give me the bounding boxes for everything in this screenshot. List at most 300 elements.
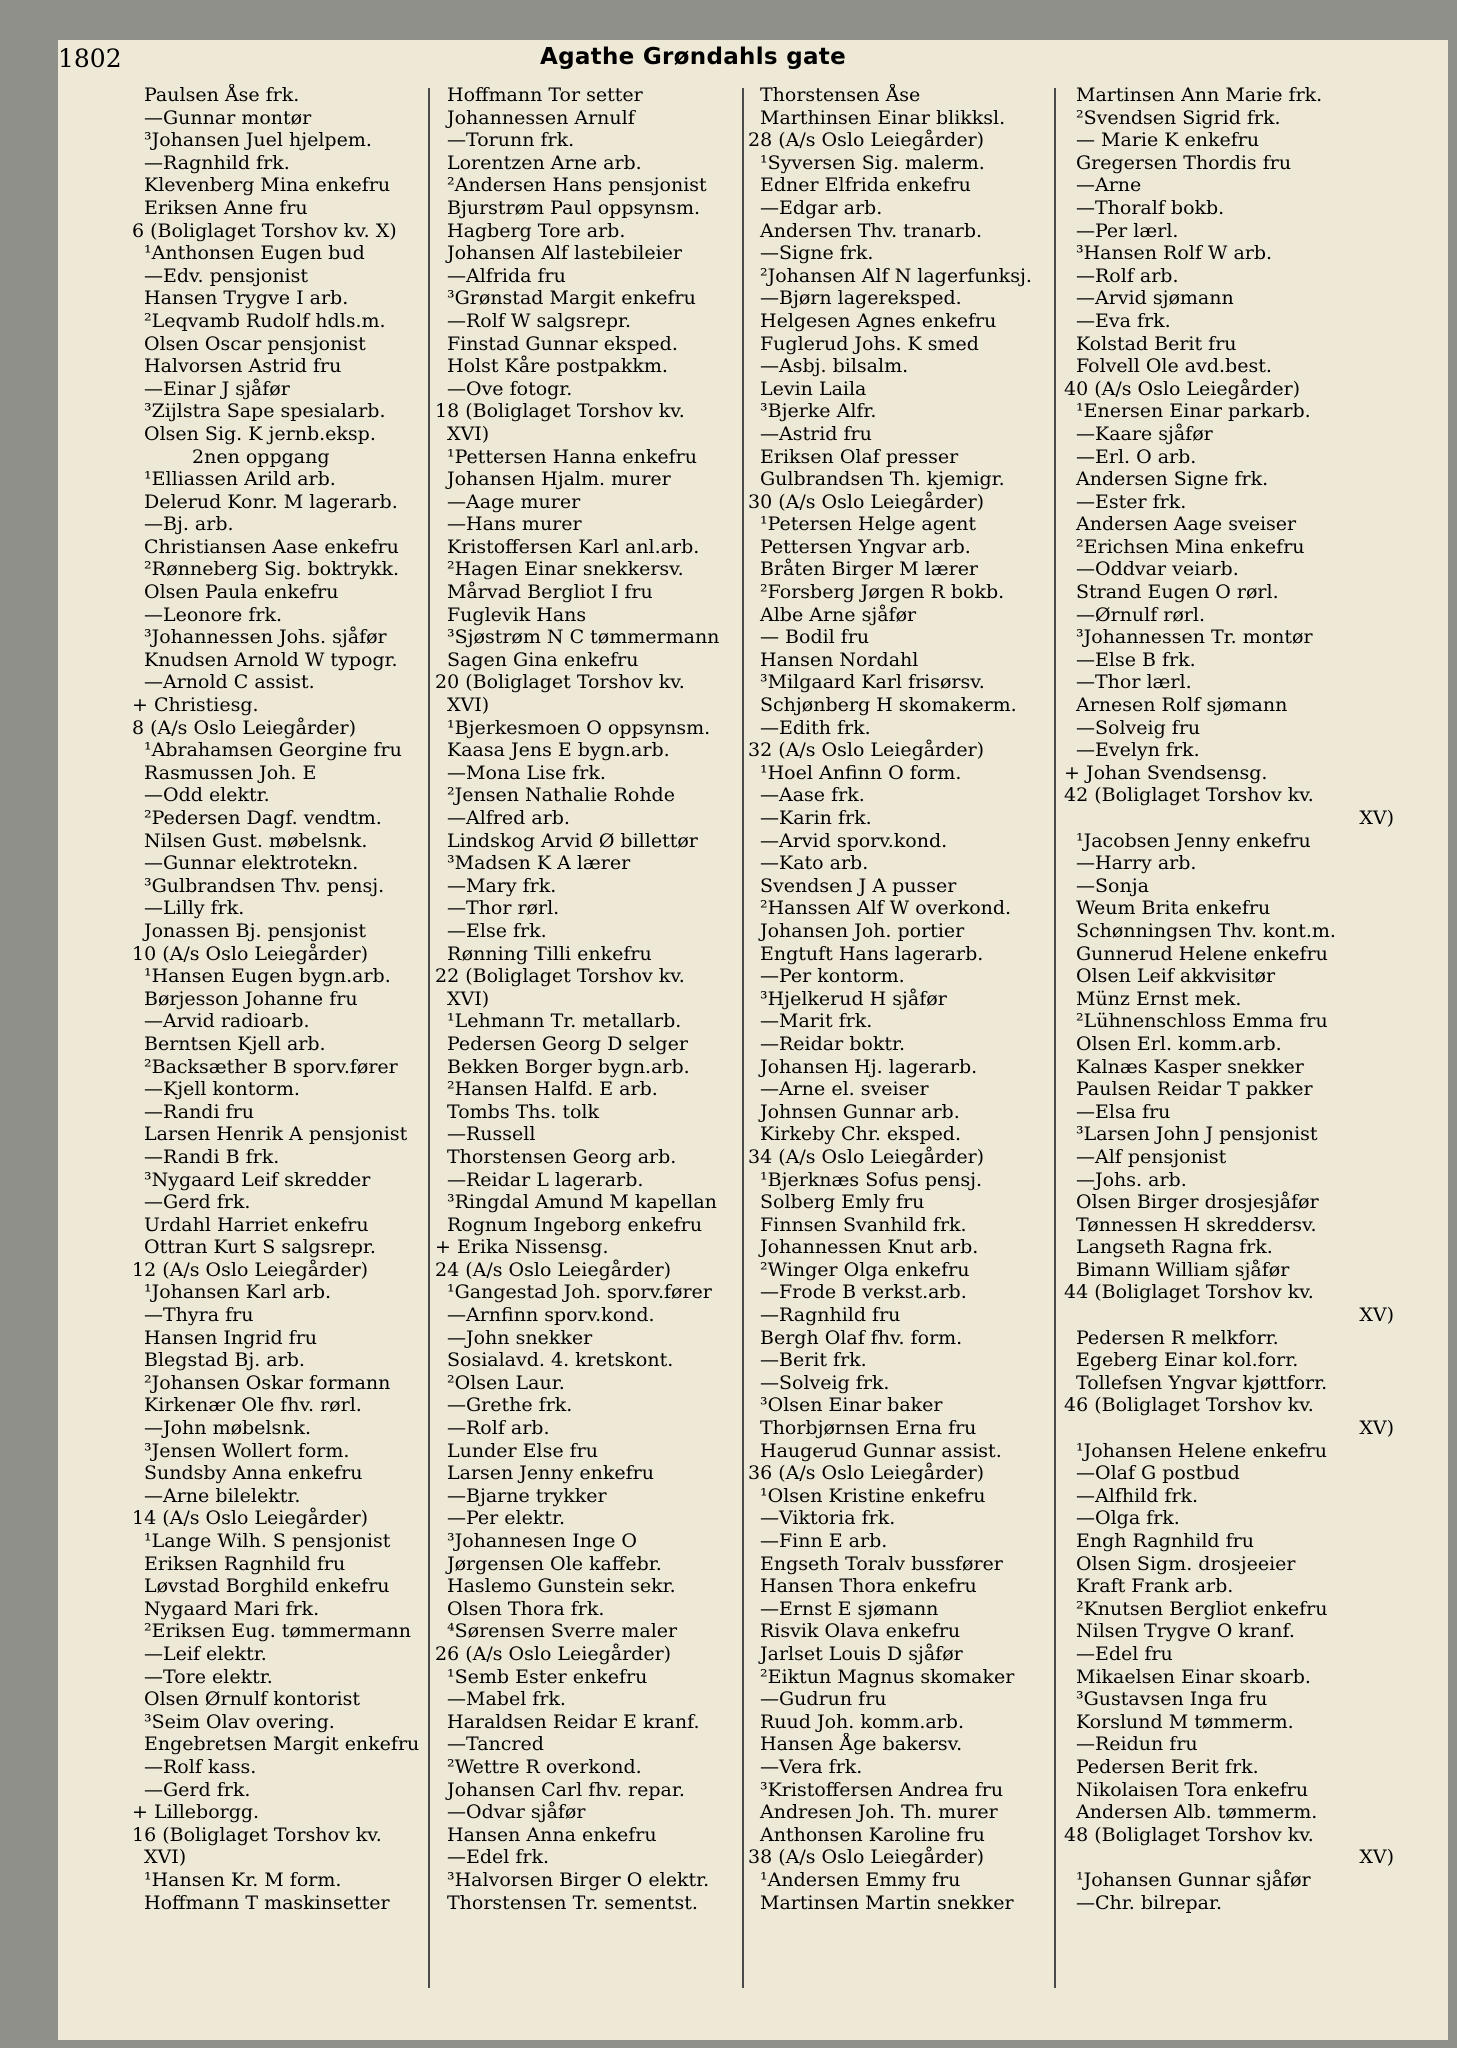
directory-entry: —Thor rørl. [447,897,560,920]
directory-entry: Hansen Nordahl [760,648,919,671]
directory-entry: Gunnerud Helene enkefru [1076,942,1328,965]
directory-entry: ³Gulbrandsen Thv. pensj. [144,874,385,897]
directory-entry: —Randi B frk. [144,1145,280,1168]
directory-entry: ²Leqvamb Rudolf hdls.m. [144,309,386,332]
directory-entry: ²Forsberg Jørgen R bokb. [760,581,1005,604]
directory-entry: Andresen Joh. Th. murer [760,1801,998,1824]
directory-entry: —Olga frk. [1076,1507,1180,1530]
directory-entry: —Kjell kontorm. [144,1078,300,1101]
directory-entry: ¹Semb Ester enkefru [447,1665,648,1688]
directory-entry: —Oddvar veiarb. [1076,558,1239,581]
directory-entry: —Viktoria frk. [760,1507,896,1530]
directory-entry: Johansen Alf lastebileier [447,242,682,265]
directory-entry: Olsen Thora frk. [447,1597,605,1620]
directory-entry: —Edith frk. [760,716,871,739]
directory-column-2 [435,84,739,1914]
directory-entry: —Thyra fru [144,1304,254,1327]
directory-entry: Nygaard Mari frk. [144,1597,320,1620]
directory-entry: —Chr. bilrepar. [1076,1891,1223,1914]
directory-entry: Knudsen Arnold W typogr. [144,648,398,671]
directory-entry: Folvell Ole avd.best. [1076,355,1272,378]
directory-entry: —Thoralf bokb. [1076,196,1225,219]
directory-entry: Johansen Hjalm. murer [447,468,671,491]
directory-entry: Paulsen Åse frk. [144,84,300,106]
directory-entry: —Mona Lise frk. [447,761,606,784]
directory-entry: —Harry arb. [1076,852,1197,875]
directory-entry: ¹Hansen Eugen bygn.arb. [144,965,391,988]
directory-entry: ²Wettre R overkond. [447,1755,642,1778]
directory-entry: —Arnold C assist. [144,671,315,694]
directory-entry: Johansen Joh. portier [760,919,965,942]
directory-entry: Strand Eugen O rørl. [1076,581,1279,604]
directory-entry: —Mabel frk. [447,1688,566,1711]
directory-entry: Engh Ragnhild fru [1076,1530,1254,1552]
directory-entry: Haugerud Gunnar assist. [760,1439,1002,1462]
directory-entry: ¹Elliassen Arild arb. [144,468,336,491]
page-title: Agathe Grøndahls gate [540,44,846,70]
directory-entry: 8 (A/s Oslo Leiegårder) [132,716,356,739]
directory-entry: ²Svendsen Sigrid frk. [1076,106,1281,129]
directory-entry: ³Johannesen Inge O [447,1530,637,1552]
directory-entry: ³Larsen John J pensjonist [1076,1123,1318,1146]
directory-entry: Johansen Carl fhv. repar. [447,1778,685,1801]
directory-entry: ²Hansen Halfd. E arb. [447,1078,658,1101]
directory-entry: Thorstensen Georg arb. [447,1145,677,1168]
directory-entry: 14 (A/s Oslo Leiegårder) [132,1507,369,1530]
directory-entry: Risvik Olava enkefru [760,1620,961,1643]
directory-entry: Lindskog Arvid Ø billettør [447,829,698,852]
directory-entry: XV) [1359,1846,1394,1869]
directory-entry: Mårvad Bergliot I fru [447,581,653,604]
directory-entry: Andersen Thv. tranarb. [760,219,983,242]
directory-entry: —Finn E arb. [760,1530,888,1552]
directory-entry: Kristoffersen Karl anl.arb. [447,535,700,558]
directory-entry: ³Kristoffersen Andrea fru [760,1778,1004,1801]
directory-column-1 [132,84,424,1914]
directory-entry: Olsen Ørnulf kontorist [144,1688,361,1711]
directory-entry: ¹Jacobsen Jenny enkefru [1076,829,1311,852]
directory-entry: Haslemo Gunstein sekr. [447,1575,676,1598]
directory-entry: ¹Anthonsen Eugen bud [144,242,365,265]
directory-entry: Sosialavd. 4. kretskont. [447,1349,674,1372]
directory-entry: Eriksen Anne fru [144,196,308,219]
directory-entry: —Sonja [1076,874,1149,897]
directory-entry: Kraft Frank arb. [1076,1575,1234,1598]
directory-entry: 24 (A/s Oslo Leiegårder) [435,1258,672,1281]
directory-entry: ³Seim Olav overing. [144,1710,335,1733]
directory-entry: —Arnfinn sporv.kond. [447,1304,655,1327]
directory-entry: ¹Johansen Helene enkefru [1076,1439,1327,1462]
directory-entry: —Ester frk. [1076,490,1187,513]
directory-entry: ³Grønstad Margit enkefru [447,287,696,310]
directory-entry: XV) [1359,1304,1394,1327]
directory-entry: Pedersen Berit frk. [1076,1755,1259,1778]
directory-entry: —Odd elektr. [144,784,270,807]
directory-entry: + Johan Svendsensg. [1064,761,1268,784]
directory-entry: ³Johansen Juel hjelpem. [144,129,372,152]
directory-entry: Larsen Henrik A pensjonist [144,1123,408,1146]
directory-entry: Korslund M tømmerm. [1076,1710,1294,1733]
directory-entry: —Edv. pensjonist [144,264,309,287]
directory-entry: ²Pedersen Dagf. vendtm. [144,807,382,829]
directory-entry: 42 (Boliglaget Torshov kv. [1064,784,1314,807]
directory-entry: —Odvar sjåfør [447,1801,586,1824]
directory-entry: Klevenberg Mina enkefru [144,174,391,197]
directory-entry: ³Madsen K A lærer [447,852,631,875]
directory-entry: XVI) [447,694,490,717]
directory-entry: —Solveig frk. [760,1371,890,1394]
directory-entry: —John møbelsnk. [144,1417,312,1440]
directory-entry: Andersen Aage sveiser [1076,513,1297,536]
directory-entry: ¹Hoel Anfinn O form. [760,761,962,784]
directory-entry: —Alfrida fru [447,264,566,287]
directory-entry: —Eva frk. [1076,309,1171,332]
directory-entry: —Alfhild frk. [1076,1484,1199,1507]
directory-entry: Hoffmann Tor setter [447,84,643,106]
directory-entry: 34 (A/s Oslo Leiegårder) [748,1145,985,1168]
directory-entry: ²Hagen Einar snekkersv. [447,558,684,581]
directory-entry: Hagberg Tore arb. [447,219,626,242]
directory-entry: ³Sjøstrøm N C tømmermann [447,626,720,649]
directory-entry: Sundsby Anna enkefru [144,1462,363,1485]
directory-entry: —Bjarne trykker [447,1484,607,1507]
directory-entry: —Ernst E sjømann [760,1597,939,1620]
directory-entry: Schjønberg H skomakerm. [760,694,1017,717]
directory-entry: Edner Elfrida enkefru [760,174,971,197]
directory-entry: —Frode B verkst.arb. [760,1281,967,1304]
directory-entry: —Leif elektr. [144,1642,267,1665]
directory-entry: Tombs Ths. tolk [447,1100,600,1123]
directory-entry: XV) [1359,807,1394,829]
directory-entry: ¹Enersen Einar parkarb. [1076,400,1311,423]
directory-entry: ¹Lehmann Tr. metallarb. [447,1010,682,1033]
directory-entry: Lorentzen Arne arb. [447,151,642,174]
directory-entry: Rasmussen Joh. E [144,761,317,784]
directory-entry: —Ragnhild fru [760,1304,901,1327]
directory-entry: 26 (A/s Oslo Leiegårder) [435,1642,672,1665]
directory-entry: —Hans murer [447,513,582,536]
directory-entry: ¹Olsen Kristine enkefru [760,1484,986,1507]
directory-entry: Finstad Gunnar eksped. [447,332,678,355]
directory-column-4 [1064,84,1394,1914]
directory-entry: — Bodil fru [760,626,870,649]
directory-entry: —Gunnar montør [144,106,312,129]
directory-entry: ¹Hansen Kr. M form. [144,1868,342,1891]
directory-entry: ³Nygaard Leif skredder [144,1168,371,1191]
directory-entry: Mikaelsen Einar skoarb. [1076,1665,1311,1688]
directory-entry: Olsen Erl. komm.arb. [1076,1032,1282,1055]
directory-entry: Helgesen Agnes enkefru [760,309,997,332]
directory-entry: ¹Lange Wilh. S pensjonist [144,1530,391,1552]
directory-entry: Arnesen Rolf sjømann [1076,694,1288,717]
directory-entry: Hansen Trygve I arb. [144,287,349,310]
directory-entry: ³Hansen Rolf W arb. [1076,242,1273,265]
directory-entry: Olsen Sig. K jernb.eksp. [144,422,376,445]
column-divider [428,88,430,1988]
directory-entry: Blegstad Bj. arb. [144,1349,305,1372]
directory-entry: 2nen oppgang [192,445,330,468]
directory-entry: Paulsen Reidar T pakker [1076,1078,1313,1101]
directory-entry: ¹Andersen Emmy fru [760,1868,961,1891]
directory-entry: —Gerd frk. [144,1191,251,1214]
directory-entry: Levin Laila [760,377,867,400]
directory-entry: ³Gustavsen Inga fru [1076,1688,1268,1711]
directory-entry: 44 (Boliglaget Torshov kv. [1064,1281,1314,1304]
directory-entry: —Arvid sporv.kond. [760,829,948,852]
directory-entry: ³Halvorsen Birger O elektr. [447,1868,710,1891]
directory-entry: ³Johannessen Tr. montør [1076,626,1313,649]
directory-entry: Egeberg Einar kol.forr. [1076,1349,1299,1372]
directory-entry: —Gunnar elektrotekn. [144,852,359,875]
directory-entry: Bimann William sjåfør [1076,1258,1290,1281]
directory-entry: Jørgensen Ole kaffebr. [447,1552,662,1575]
directory-entry: XV) [1359,1417,1394,1440]
directory-entry: Andersen Signe frk. [1076,468,1269,491]
directory-entry: —Kato arb. [760,852,869,875]
directory-entry: Martinsen Martin snekker [760,1891,1014,1914]
directory-entry: —Rolf W salgsrepr. [447,309,632,332]
directory-entry: —Edel fru [1076,1642,1173,1665]
directory-entry: —Grethe frk. [447,1394,573,1417]
directory-entry: Eriksen Ragnhild fru [144,1552,346,1575]
directory-entry: —Aase frk. [760,784,865,807]
directory-entry: Lunder Else fru [447,1439,598,1462]
directory-entry: —Else B frk. [1076,648,1196,671]
directory-entry: Bjurstrøm Paul oppsynsm. [447,196,701,219]
directory-entry: Delerud Konr. M lagerarb. [144,490,398,513]
directory-entry: Hansen Ingrid fru [144,1326,318,1349]
directory-entry: Kalnæs Kasper snekker [1076,1055,1304,1078]
directory-entry: ²Lühnenschloss Emma fru [1076,1010,1328,1033]
column-divider [742,88,744,1988]
directory-entry: 38 (A/s Oslo Leiegårder) [748,1846,985,1869]
directory-entry: —Reidun fru [1076,1733,1198,1756]
directory-entry: Eriksen Olaf presser [760,445,959,468]
directory-entry: Hansen Åge bakersv. [760,1733,963,1756]
directory-entry: ²Eriksen Eug. tømmermann [144,1620,412,1643]
directory-entry: ²Backsæther B sporv.fører [144,1055,398,1078]
directory-entry: Ottran Kurt S salgsrepr. [144,1236,376,1259]
directory-entry: Olsen Oscar pensjonist [144,332,366,355]
directory-entry: Pedersen R melkforr. [1076,1326,1279,1349]
directory-entry: —Reidar L lagerarb. [447,1168,644,1191]
directory-entry: Urdahl Harriet enkefru [144,1213,369,1236]
directory-entry: —Reidar boktr. [760,1032,906,1055]
directory-entry: —Per lærl. [1076,219,1179,242]
directory-entry: ⁴Sørensen Sverre maler [447,1620,678,1643]
directory-entry: —Tore elektr. [144,1665,273,1688]
directory-entry: ¹Bjerknæs Sofus pensj. [760,1168,983,1191]
directory-entry: ³Hjelkerud H sjåfør [760,987,947,1010]
directory-entry: ¹Bjerkesmoen O oppsynsm. [447,716,711,739]
directory-entry: —Signe frk. [760,242,874,265]
directory-entry: —Bjørn lagereksped. [760,287,962,310]
directory-entry: —Thor lærl. [1076,671,1192,694]
directory-entry: 36 (A/s Oslo Leiegårder) [748,1462,985,1485]
directory-entry: Marthinsen Einar blikksl. [760,106,1006,129]
directory-entry: 32 (A/s Oslo Leiegårder) [748,739,985,762]
directory-entry: —Torunn frk. [447,129,575,152]
directory-entry: Engebretsen Margit enkefru [144,1733,420,1756]
directory-entry: —Solveig fru [1076,716,1201,739]
directory-entry: XVI) [144,1846,187,1869]
directory-entry: Johannessen Knut arb. [760,1236,979,1259]
directory-entry: 10 (A/s Oslo Leiegårder) [132,942,369,965]
directory-entry: —Ragnhild frk. [144,151,290,174]
directory-entry: Schønningsen Thv. kont.m. [1076,919,1336,942]
directory-entry: —Asbj. bilsalm. [760,355,909,378]
directory-entry: —Olaf G postbud [1076,1462,1240,1485]
directory-entry: —Per elektr. [447,1507,566,1530]
directory-entry: 20 (Boliglaget Torshov kv. [435,671,685,694]
directory-entry: Münz Ernst mek. [1076,987,1242,1010]
directory-entry: ¹Petersen Helge agent [760,513,976,536]
directory-entry: Børjesson Johanne fru [144,987,358,1010]
directory-entry: Engtuft Hans lagerarb. [760,942,984,965]
directory-entry: Jarlset Louis D sjåfør [760,1642,963,1665]
directory-entry: Løvstad Borghild enkefru [144,1575,390,1598]
directory-entry: ²Hanssen Alf W overkond. [760,897,1012,920]
directory-entry: Fuglevik Hans [447,603,587,626]
directory-entry: —Arvid sjømann [1076,287,1234,310]
directory-entry: + Erika Nissensg. [435,1236,609,1259]
directory-entry: 18 (Boliglaget Torshov kv. [435,400,685,423]
directory-entry: —Ove fotogr. [447,377,573,400]
directory-entry: Halvorsen Astrid fru [144,355,342,378]
directory-entry: —Vera frk. [760,1755,863,1778]
directory-entry: 12 (A/s Oslo Leiegårder) [132,1258,369,1281]
directory-entry: ²Rønneberg Sig. boktrykk. [144,558,400,581]
directory-entry: Rognum Ingeborg enkefru [447,1213,703,1236]
directory-entry: —Einar J sjåfør [144,377,290,400]
directory-entry: ³Ringdal Amund M kapellan [447,1191,717,1214]
directory-entry: Haraldsen Reidar E kranf. [447,1710,700,1733]
directory-entry: ³Jensen Wollert form. [144,1439,350,1462]
directory-entry: Larsen Jenny enkefru [447,1462,654,1485]
directory-entry: ²Johansen Alf N lagerfunksj. [760,264,1032,287]
directory-entry: —Bj. arb. [144,513,234,536]
directory-entry: Anthonsen Karoline fru [760,1823,985,1846]
directory-entry: Thorstensen Tr. sementst. [447,1891,698,1914]
directory-entry: Gregersen Thordis fru [1076,151,1292,174]
directory-entry: ²Winger Olga enkefru [760,1258,970,1281]
directory-entry: Berntsen Kjell arb. [144,1032,326,1055]
directory-entry: Tollefsen Yngvar kjøttforr. [1076,1371,1328,1394]
directory-entry: Nilsen Trygve O kranf. [1076,1620,1295,1643]
directory-entry: ²Jensen Nathalie Rohde [447,784,675,807]
directory-entry: Rønning Tilli enkefru [447,942,652,965]
directory-entry: Pedersen Georg D selger [447,1032,688,1055]
directory-entry: ³Johannessen Johs. sjåfør [144,626,387,649]
directory-entry: Andersen Alb. tømmerm. [1076,1801,1318,1824]
directory-entry: Kaasa Jens E bygn.arb. [447,739,670,762]
directory-entry: ²Erichsen Mina enkefru [1076,535,1305,558]
directory-entry: —Arvid radioarb. [144,1010,310,1033]
directory-entry: ³Zijlstra Sape spesialarb. [144,400,386,423]
directory-entry: 48 (Boliglaget Torshov kv. [1064,1823,1314,1846]
directory-entry: Nilsen Gust. møbelsnk. [144,829,368,852]
directory-entry: —Astrid fru [760,422,872,445]
directory-entry: Pettersen Yngvar arb. [760,535,971,558]
directory-entry: ²Knutsen Bergliot enkefru [1076,1597,1328,1620]
directory-entry: 22 (Boliglaget Torshov kv. [435,965,685,988]
directory-entry: —Gerd frk. [144,1778,251,1801]
directory-entry: —Leonore frk. [144,603,283,626]
directory-entry: — Marie K enkefru [1076,129,1260,152]
directory-entry: XVI) [447,987,490,1010]
directory-entry: Thorstensen Åse [760,84,921,106]
directory-entry: —Tancred [447,1733,544,1756]
directory-entry: ¹Gangestad Joh. sporv.fører [447,1281,712,1304]
directory-entry: Hansen Thora enkefru [760,1575,977,1598]
directory-entry: Johannessen Arnulf [447,106,635,129]
directory-entry: Gulbrandsen Th. kjemigr. [760,468,1005,491]
directory-entry: —Arne bilelektr. [144,1484,301,1507]
directory-entry: Finnsen Svanhild frk. [760,1213,967,1236]
directory-column-3 [748,84,1052,1914]
directory-entry: —Ørnulf rørl. [1076,603,1206,626]
directory-entry: —Rolf kass. [144,1755,257,1778]
directory-entry: ²Eiktun Magnus skomaker [760,1665,1015,1688]
directory-entry: Olsen Birger drosjesjåfør [1076,1191,1319,1214]
directory-entry: ¹Syversen Sig. malerm. [760,151,985,174]
directory-entry: Holst Kåre postpakkm. [447,355,668,378]
directory-entry: ²Andersen Hans pensjonist [447,174,707,197]
directory-entry: ¹Johansen Karl arb. [144,1281,332,1304]
directory-entry: —Lilly frk. [144,897,245,920]
column-divider [1054,88,1056,1988]
directory-entry: —Rolf arb. [447,1417,550,1440]
directory-entry: Johansen Hj. lagerarb. [760,1055,978,1078]
directory-entry: Hansen Anna enkefru [447,1823,657,1846]
directory-entry: Hoffmann T maskinsetter [144,1891,390,1914]
directory-entry: ²Olsen Laur. [447,1371,565,1394]
directory-entry: —John snekker [447,1326,593,1349]
directory-entry: —Elsa fru [1076,1100,1171,1123]
directory-entry: —Gudrun fru [760,1688,887,1711]
directory-entry: Sagen Gina enkefru [447,648,639,671]
directory-entry: Tønnessen H skreddersv. [1076,1213,1317,1236]
directory-entry: 16 (Boliglaget Torshov kv. [132,1823,382,1846]
directory-entry: Martinsen Ann Marie frk. [1076,84,1323,106]
directory-entry: ¹Abrahamsen Georgine fru [144,739,402,762]
directory-entry: —Arne [1076,174,1142,197]
directory-entry: ³Bjerke Alfr. [760,400,877,423]
directory-entry: ¹Pettersen Hanna enkefru [447,445,697,468]
directory-entry: ³Olsen Einar baker [760,1394,943,1417]
directory-entry: —Per kontorm. [760,965,905,988]
directory-entry: —Alf pensjonist [1076,1145,1227,1168]
directory-entry: Olsen Sigm. drosjeeier [1076,1552,1296,1575]
directory-entry: Jonassen Bj. pensjonist [144,919,366,942]
directory-entry: Bergh Olaf fhv. form. [760,1326,963,1349]
directory-entry: Bråten Birger M lærer [760,558,979,581]
directory-entry: Bekken Borger bygn.arb. [447,1055,690,1078]
directory-entry: —Marit frk. [760,1010,873,1033]
directory-entry: —Edel frk. [447,1846,550,1869]
directory-entry: —Erl. O arb. [1076,445,1197,468]
directory-entry: 6 (Boliglaget Torshov kv. X) [132,219,397,242]
directory-entry: —Johs. arb. [1076,1168,1187,1191]
directory-entry: —Edgar arb. [760,196,883,219]
directory-entry: —Russell [447,1123,536,1146]
directory-entry: Kirkenær Ole fhv. rørl. [144,1394,362,1417]
directory-entry: 28 (A/s Oslo Leiegårder) [748,129,985,152]
directory-entry: Albe Arne sjåfør [760,603,917,626]
directory-entry: + Lilleborgg. [132,1801,260,1824]
directory-entry: Langseth Ragna frk. [1076,1236,1273,1259]
directory-entry: Christiansen Aase enkefru [144,535,399,558]
